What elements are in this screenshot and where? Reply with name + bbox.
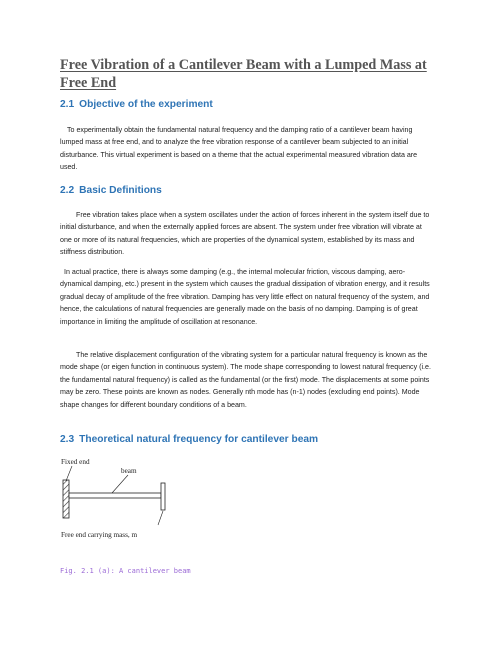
beam-body xyxy=(69,493,161,498)
beam-leader xyxy=(112,475,128,493)
cantilever-beam-figure xyxy=(60,453,190,558)
section-number: 2.3 xyxy=(60,434,75,445)
fixed-wall-hatch xyxy=(63,480,69,518)
section-heading-basic-definitions xyxy=(60,185,162,196)
paragraph-mode-shape: The relative displacement configuration of the vibrating system for a particular natural frequency is known as the mode shape (or eigen function in continuous system). The mode shape corresponding to lowest natural frequency (i.e. the fundamental natural frequency) is called as the fundamental (or the first) mode. The displacements at some points may be zero. These points are known as nodes. Generally nth mode has (n-1) nodes (excluding end points). Mode shape changes for different boundary conditions of a beam. xyxy=(60,351,431,409)
section-title: Theoretical natural frequency for cantilever beam xyxy=(79,434,319,445)
section-title: Objective of the experiment xyxy=(79,99,213,110)
document-title: Free Vibration of a Cantilever Beam with a Lumped Mass at Free End xyxy=(60,57,427,91)
label-fixed-end: Fixed end xyxy=(61,458,90,466)
section-heading-theoretical-frequency xyxy=(60,434,318,445)
label-beam: beam xyxy=(121,467,137,475)
figure-caption: Fig. 2.1 (a): A cantilever beam xyxy=(60,567,191,575)
free-end-leader xyxy=(158,511,163,525)
paragraph-free-vibration: Free vibration takes place when a system oscillates under the action of forces inherent in the system itself due to initial disturbance, and when the externally applied forces are absent. The system under free vibration will vibrate at one or more of its natural frequencies, which are properties of the dynamical system, established by its mass and stiffness distribution. xyxy=(60,211,430,257)
label-free-end: Free end carrying mass, m xyxy=(61,531,138,539)
section-number: 2.2 xyxy=(60,185,75,196)
fixed-end-leader xyxy=(66,466,72,481)
section-number: 2.1 xyxy=(60,99,75,110)
section-title: Basic Definitions xyxy=(79,185,162,196)
paragraph-damping: In actual practice, there is always some damping (e.g., the internal molecular friction, viscous damping, aero-dynamical damping, etc.) present in the system which causes the gradual dissipation of vibration energy, and it results gradual decay of amplitude of the free vibration. Damping has very little effect on natural frequency of the system, and hence, the calculations of natural frequencies are generally made on the basis of no damping. Damping is of great importance in limiting the amplitude of oscillation at resonance. xyxy=(60,268,430,326)
paragraph-objective: To experimentally obtain the fundamental natural frequency and the damping ratio of a cantilever beam having lumped mass at free end, and to analyze the free vibration response of a cantilever beam subjected to an initial disturbance. This virtual experiment is based on a theme that the actual experimental measured vibration data are used. xyxy=(60,126,418,172)
section-heading-objective xyxy=(60,99,213,110)
end-mass-plate xyxy=(161,483,165,510)
